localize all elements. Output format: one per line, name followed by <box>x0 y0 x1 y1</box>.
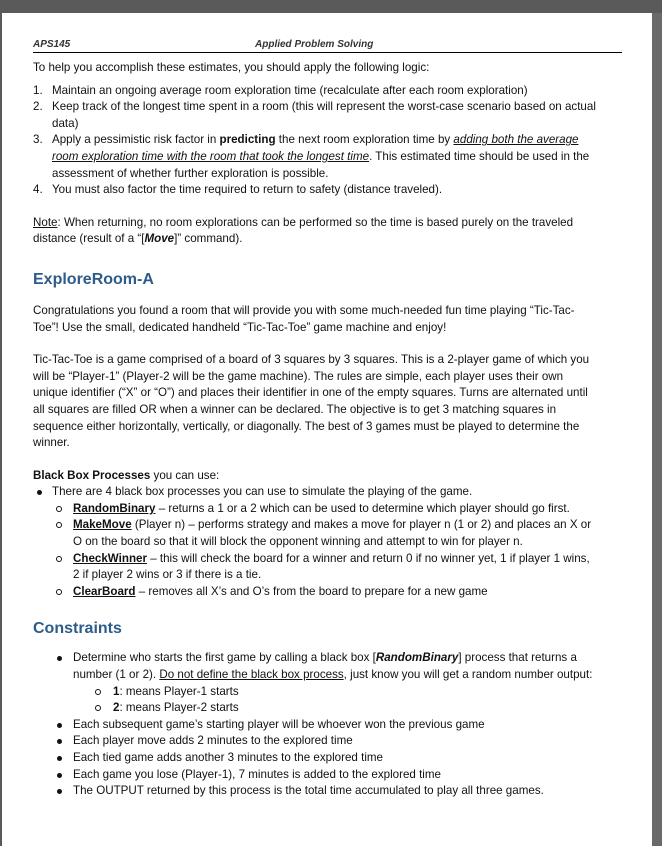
bullet-icon <box>57 739 62 744</box>
explore-room-heading: ExploreRoom-A <box>33 270 154 288</box>
bullet-icon <box>57 723 62 728</box>
constraint-item: Determine who starts the first game by calling a black box [RandomBinary] process that returns a number (1 or 2). Do not define the black box process, just know you will get a random number output: 1: means Player-1 starts 2: means Player-2 starts <box>33 650 599 716</box>
circle-bullet-icon <box>95 689 101 695</box>
process-item: RandomBinary – returns a 1 or a 2 which can be used to determine which player should go first. <box>52 501 599 518</box>
page-header <box>33 38 622 53</box>
start-options-list <box>73 684 599 717</box>
course-code: APS145 <box>33 39 71 50</box>
circle-bullet-icon <box>95 705 101 711</box>
start-option: 2: means Player-2 starts <box>73 700 599 717</box>
black-box-list <box>33 484 599 600</box>
constraints-heading: Constraints <box>33 620 122 638</box>
logic-item: 4. You must also factor the time required to return to safety (distance traveled). <box>33 183 443 197</box>
bullet-icon <box>37 490 42 495</box>
note-paragraph: Note: When returning, no room explorations can be performed so the time is based purely on the traveled distance (result of a “[Move]” command). <box>33 215 574 246</box>
logic-list <box>33 83 599 199</box>
constraint-item: Each tied game adds another 3 minutes to the explored time <box>33 750 599 767</box>
start-option: 1: means Player-1 starts <box>73 684 599 701</box>
window-edge <box>652 13 662 846</box>
intro-paragraph: Congratulations you found a room that will provide you with some much-needed fun time playing “Tic-Tac-Toe”! Use the small, dedicated handheld “Tic-Tac-Toe” game machine and enjoy! <box>33 303 575 334</box>
process-list <box>52 501 599 601</box>
circle-bullet-icon <box>56 589 62 595</box>
black-box-label: Black Box Processes you can use: <box>33 468 220 482</box>
bullet-icon <box>57 756 62 761</box>
circle-bullet-icon <box>56 506 62 512</box>
circle-bullet-icon <box>56 522 62 528</box>
constraints-list <box>33 650 599 799</box>
course-title: Applied Problem Solving <box>255 39 374 50</box>
bullet-icon <box>57 656 62 661</box>
process-item: MakeMove (Player n) – performs strategy and makes a move for player n (1 or 2) and places an X or O on the board so that it will block the opponent winning and attempt to win for player n. <box>52 517 599 550</box>
logic-item: 2. Keep track of the longest time spent in a room (this will represent the worst-case scenario based on actual data) <box>33 100 596 130</box>
list-item: There are 4 black box processes you can use to simulate the playing of the game. RandomBinary – returns a 1 or a 2 which can be used to determine which player should go first. MakeMove (Player n) – performs strategy and makes a move for player n (1 or 2) and places an X or O on the board so that it will block the opponent winning and attempt to win for player n. CheckWinner – this will check the board for a winner and return 0 if no winner yet, 1 if player 1 wins, 2 if player 2 wins or 3 if there is a tie. ClearBoard – removes all X’s and O’s from the board to prepare for a new game <box>33 484 599 600</box>
constraint-item: Each subsequent game’s starting player will be whoever won the previous game <box>33 717 599 734</box>
bullet-icon <box>57 789 62 794</box>
constraint-item: The OUTPUT returned by this process is the total time accumulated to play all three games. <box>33 783 599 800</box>
circle-bullet-icon <box>56 556 62 562</box>
rules-paragraph: Tic-Tac-Toe is a game comprised of a board of 3 squares by 3 squares. This is a 2-player game of which you will be “Player-1” (Player-2 will be the game machine). The rules are simple, each player uses their own unique identifier (“X” or “O”) and places their identifier in one of the empty squares. Turns are alternated until all squares are filled OR when a winner can be declared. The objective is to get 3 matching squares in sequence either horizontally, vertically, or diagonally. The best of 3 games must be played to determine the winner. <box>33 353 590 450</box>
constraint-item: Each player move adds 2 minutes to the explored time <box>33 733 599 750</box>
logic-item: 3. Apply a pessimistic risk factor in predicting the next room exploration time by adding both the average room exploration time with the room that took the longest time. This estimated time should be used in the assessment of whether further exploration is possible. <box>33 133 590 180</box>
logic-item: 1. Maintain an ongoing average room exploration time (recalculate after each room exploration) <box>33 83 528 97</box>
constraint-item: Each game you lose (Player-1), 7 minutes is added to the explored time <box>33 767 599 784</box>
intro-text: To help you accomplish these estimates, you should apply the following logic: <box>33 61 430 74</box>
note-label: Note <box>33 215 58 229</box>
document-body <box>33 60 599 800</box>
bullet-icon <box>57 773 62 778</box>
process-item: ClearBoard – removes all X’s and O’s from the board to prepare for a new game <box>52 584 599 601</box>
process-item: CheckWinner – this will check the board for a winner and return 0 if no winner yet, 1 if player 1 wins, 2 if player 2 wins or 3 if there is a tie. <box>52 551 599 584</box>
